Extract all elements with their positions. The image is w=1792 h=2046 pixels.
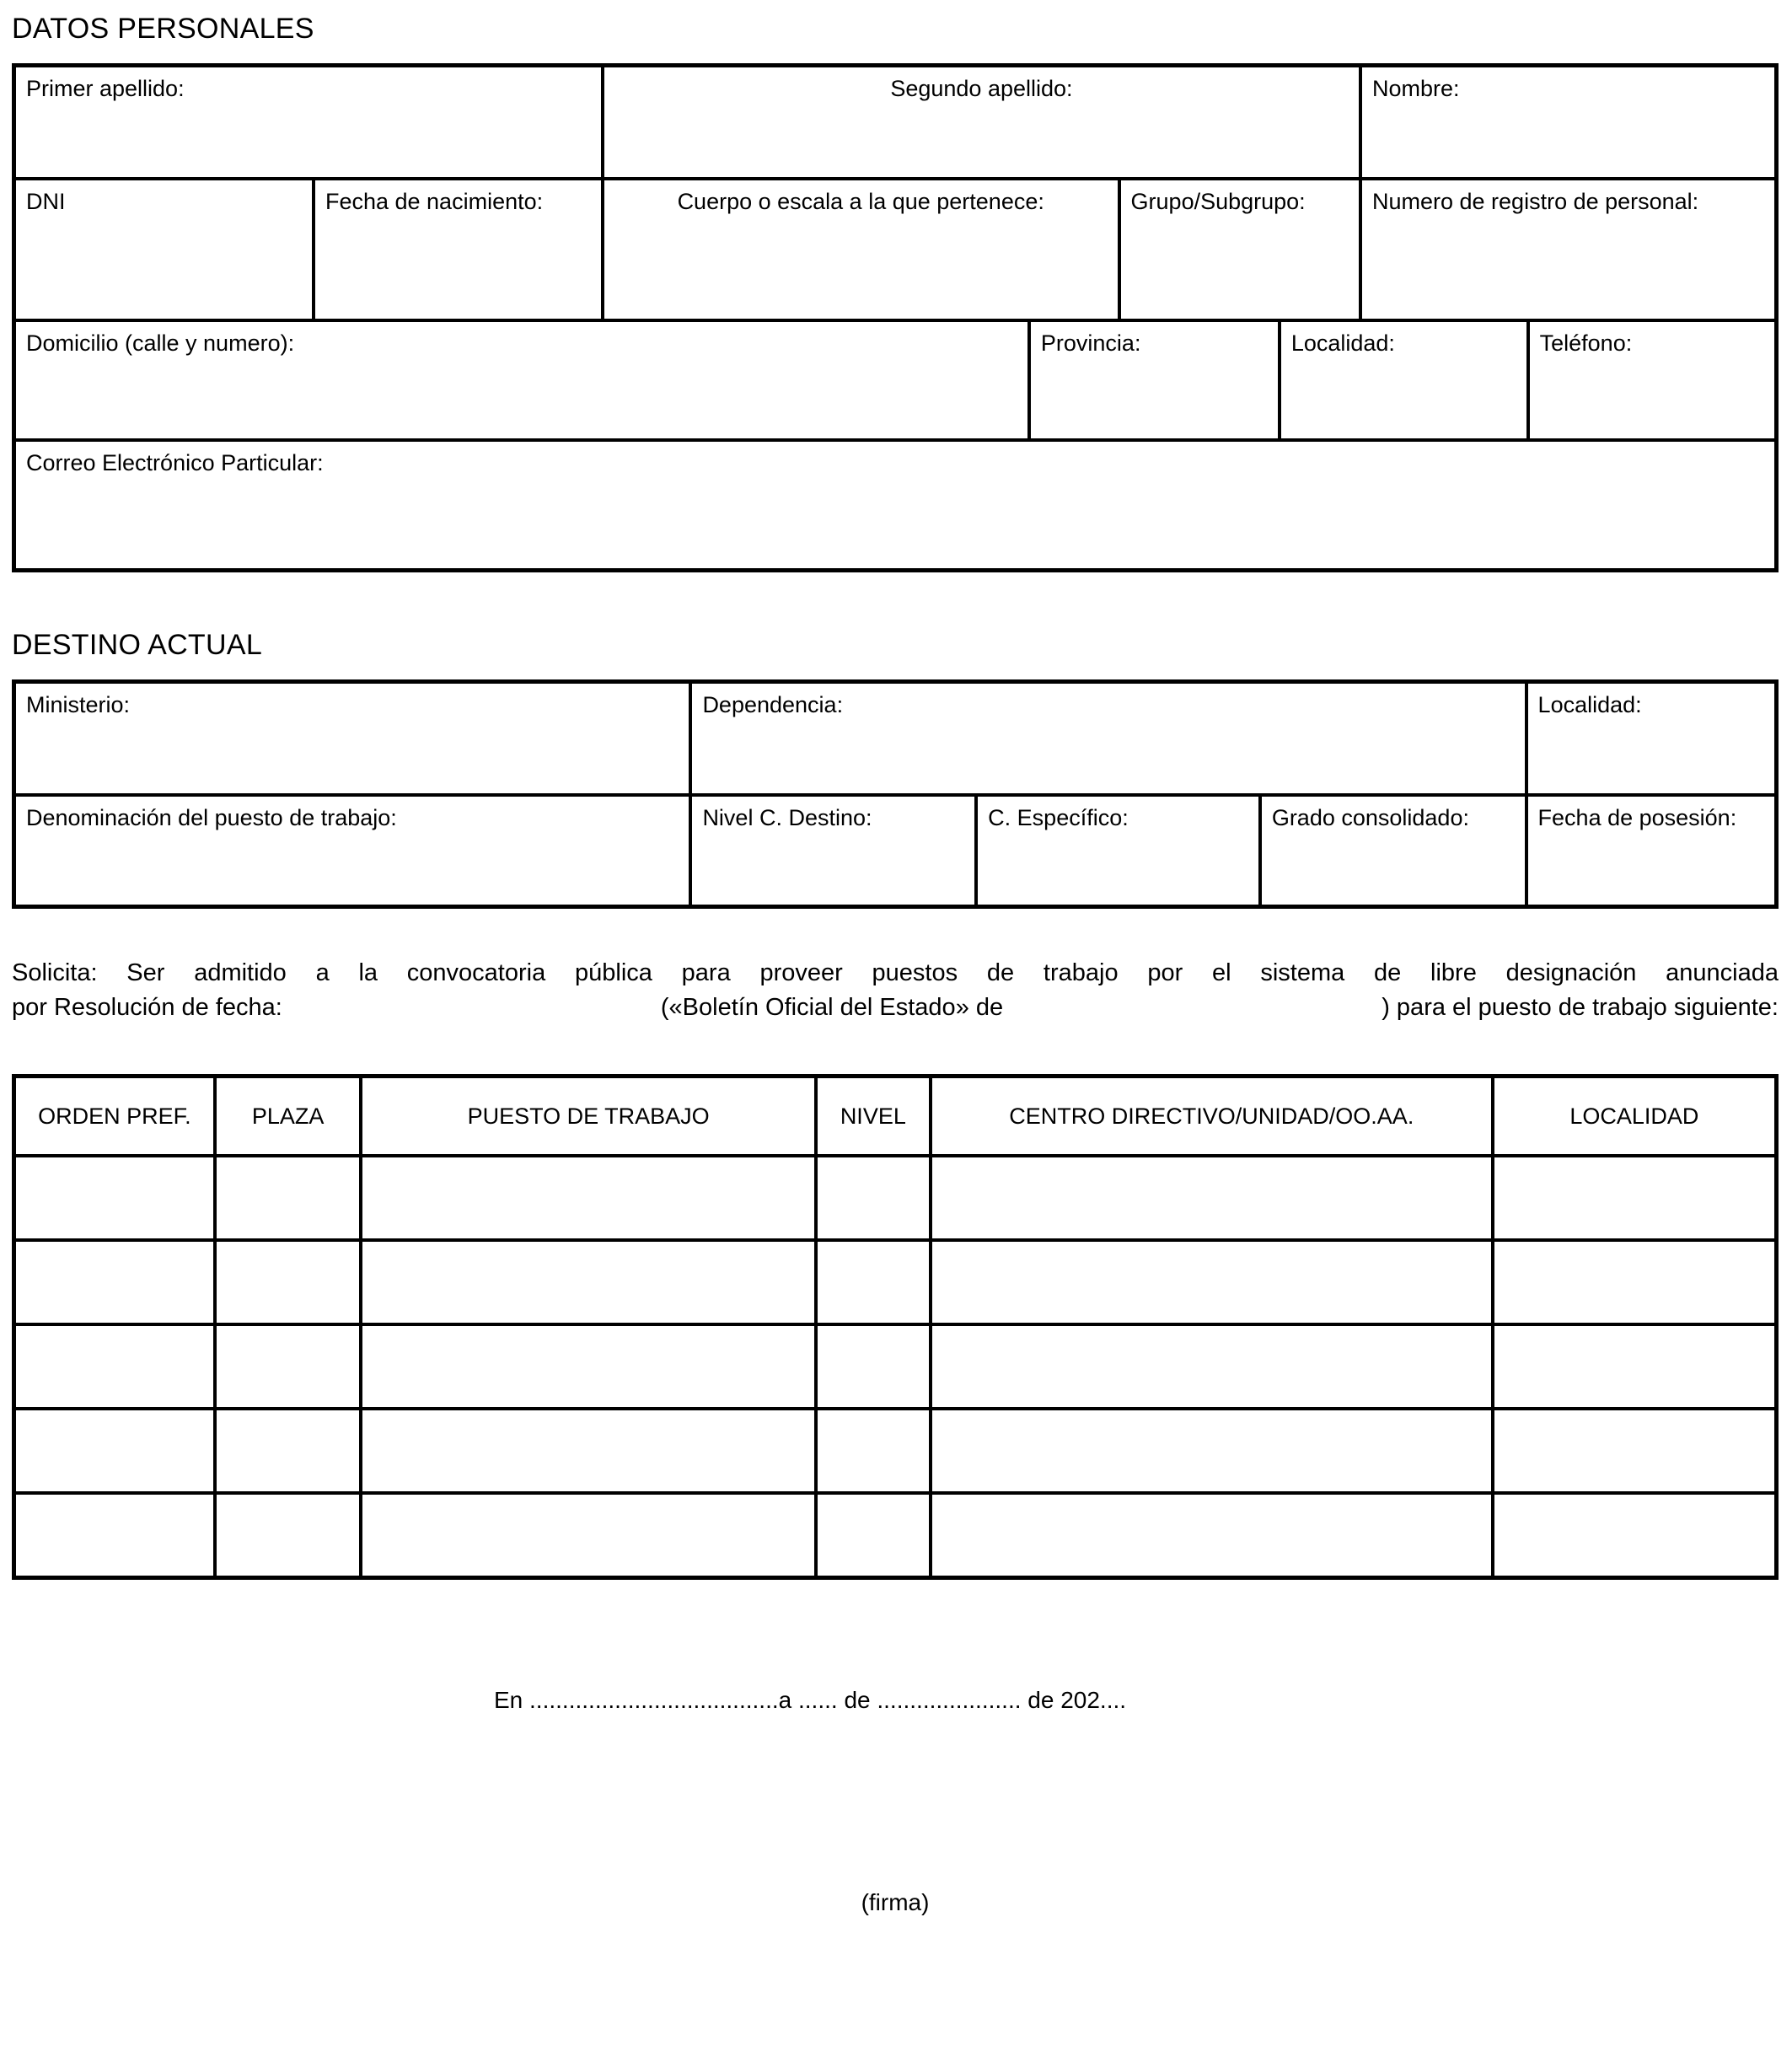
field-domicilio xyxy=(14,320,1029,440)
puestos-cell-empty xyxy=(215,1324,362,1409)
puestos-empty-row xyxy=(14,1156,1777,1240)
firma-label: (firma) xyxy=(861,1888,930,1915)
destino-actual-table xyxy=(12,679,1779,909)
cuerpo-escala-label: Cuerpo o escala a la que pertenece: xyxy=(677,189,1044,215)
destino-actual-title: DESTINO ACTUAL xyxy=(12,628,263,661)
field-telefono xyxy=(1528,320,1777,440)
dependencia-label: Dependencia: xyxy=(702,691,844,717)
puestos-cell-empty xyxy=(361,1324,815,1409)
grupo-subgrupo-label: Grupo/Subgrupo: xyxy=(1130,189,1306,215)
field-correo xyxy=(14,440,1777,570)
fecha-nacimiento-label: Fecha de nacimiento: xyxy=(325,189,544,215)
puestos-cell-empty xyxy=(931,1324,1493,1409)
puestos-cell-empty xyxy=(1493,1409,1777,1493)
segundo-apellido-label: Segundo apellido: xyxy=(890,75,1073,101)
puestos-cell-empty xyxy=(931,1493,1493,1577)
puestos-cell-empty xyxy=(361,1409,815,1493)
localidad-label: Localidad: xyxy=(1290,330,1395,357)
puestos-cell-empty xyxy=(1493,1493,1777,1577)
puestos-cell-empty xyxy=(215,1493,362,1577)
field-cuerpo-escala xyxy=(603,179,1119,320)
puestos-cell-empty xyxy=(361,1493,815,1577)
field-localidad-destino xyxy=(1526,681,1777,795)
puestos-cell-empty xyxy=(215,1409,362,1493)
puestos-cell-empty xyxy=(1493,1156,1777,1240)
numero-registro-label: Numero de registro de personal: xyxy=(1371,189,1699,215)
puestos-cell-empty xyxy=(215,1240,362,1324)
field-nivel-c-destino xyxy=(690,795,976,906)
solicita-paragraph xyxy=(12,956,1779,1025)
field-c-especifico xyxy=(976,795,1260,906)
field-localidad xyxy=(1280,320,1528,440)
solicita-line1: Solicita: Ser admitido a la convocatoria pública para proveer puestos de trabajo por el sistema de libre designación anunciada xyxy=(12,959,1779,986)
puestos-cell-empty xyxy=(816,1324,931,1409)
puestos-cell-empty xyxy=(361,1156,815,1240)
fecha-firma-line: En ......................................a ...... de ...................... de 202.... xyxy=(494,1686,1127,1713)
header-plaza: PLAZA xyxy=(215,1076,362,1156)
field-fecha-posesion xyxy=(1526,795,1777,906)
puestos-cell-empty xyxy=(14,1240,215,1324)
puestos-cell-empty xyxy=(931,1156,1493,1240)
telefono-label: Teléfono: xyxy=(1539,330,1633,357)
nivel-c-destino-label: Nivel C. Destino: xyxy=(702,805,872,831)
denominacion-puesto-label: Denominación del puesto de trabajo: xyxy=(26,805,397,831)
puestos-empty-row xyxy=(14,1409,1777,1493)
puestos-cell-empty xyxy=(816,1156,931,1240)
fecha-posesion-label: Fecha de posesión: xyxy=(1537,805,1737,831)
field-numero-registro xyxy=(1360,179,1777,320)
puestos-cell-empty xyxy=(14,1156,215,1240)
grado-consolidado-label: Grado consolidado: xyxy=(1271,805,1469,831)
header-puesto-trabajo: PUESTO DE TRABAJO xyxy=(361,1076,815,1156)
field-primer-apellido xyxy=(14,65,603,179)
field-nombre xyxy=(1360,65,1777,179)
dni-label: DNI xyxy=(26,189,66,215)
localidad-destino-label: Localidad: xyxy=(1537,691,1642,717)
field-segundo-apellido xyxy=(603,65,1360,179)
puestos-empty-row xyxy=(14,1493,1777,1577)
field-dependencia xyxy=(690,681,1526,795)
primer-apellido-label: Primer apellido: xyxy=(26,75,185,101)
domicilio-label: Domicilio (calle y numero): xyxy=(26,330,295,357)
puestos-section xyxy=(12,1074,1779,1580)
header-orden-pref: ORDEN PREF. xyxy=(14,1076,215,1156)
puestos-cell-empty xyxy=(1493,1324,1777,1409)
puestos-cell-empty xyxy=(931,1240,1493,1324)
c-especifico-label: C. Específico: xyxy=(988,805,1129,831)
field-ministerio xyxy=(14,681,691,795)
field-denominacion-puesto xyxy=(14,795,691,906)
puestos-cell-empty xyxy=(816,1240,931,1324)
puestos-empty-row xyxy=(14,1324,1777,1409)
puestos-cell-empty xyxy=(215,1156,362,1240)
field-grado-consolidado xyxy=(1260,795,1526,906)
puestos-cell-empty xyxy=(931,1409,1493,1493)
puestos-cell-empty xyxy=(14,1493,215,1577)
puestos-cell-empty xyxy=(14,1409,215,1493)
header-nivel: NIVEL xyxy=(816,1076,931,1156)
provincia-label: Provincia: xyxy=(1040,330,1141,357)
datos-personales-table xyxy=(12,63,1779,572)
puestos-cell-empty xyxy=(14,1324,215,1409)
puestos-empty-row xyxy=(14,1240,1777,1324)
field-provincia xyxy=(1029,320,1280,440)
puestos-header-row xyxy=(14,1076,1777,1156)
puestos-cell-empty xyxy=(816,1493,931,1577)
puestos-cell-empty xyxy=(361,1240,815,1324)
solicita-resolucion-fecha-label: por Resolución de fecha: xyxy=(12,993,282,1021)
solicita-line2 xyxy=(12,991,1779,1025)
datos-personales-title: DATOS PERSONALES xyxy=(12,13,314,45)
solicita-boe-label: («Boletín Oficial del Estado» de xyxy=(660,993,1004,1021)
puestos-cell-empty xyxy=(816,1409,931,1493)
field-fecha-nacimiento xyxy=(314,179,603,320)
puestos-cell-empty xyxy=(1493,1240,1777,1324)
correo-label: Correo Electrónico Particular: xyxy=(26,450,324,476)
solicita-puesto-siguiente-label: ) para el puesto de trabajo siguiente: xyxy=(1382,993,1779,1021)
puestos-table xyxy=(12,1074,1779,1580)
nombre-label: Nombre: xyxy=(1371,75,1460,101)
header-localidad: LOCALIDAD xyxy=(1493,1076,1777,1156)
field-dni xyxy=(14,179,314,320)
field-grupo-subgrupo xyxy=(1119,179,1360,320)
ministerio-label: Ministerio: xyxy=(26,691,131,717)
header-centro-directivo: CENTRO DIRECTIVO/UNIDAD/OO.AA. xyxy=(931,1076,1493,1156)
